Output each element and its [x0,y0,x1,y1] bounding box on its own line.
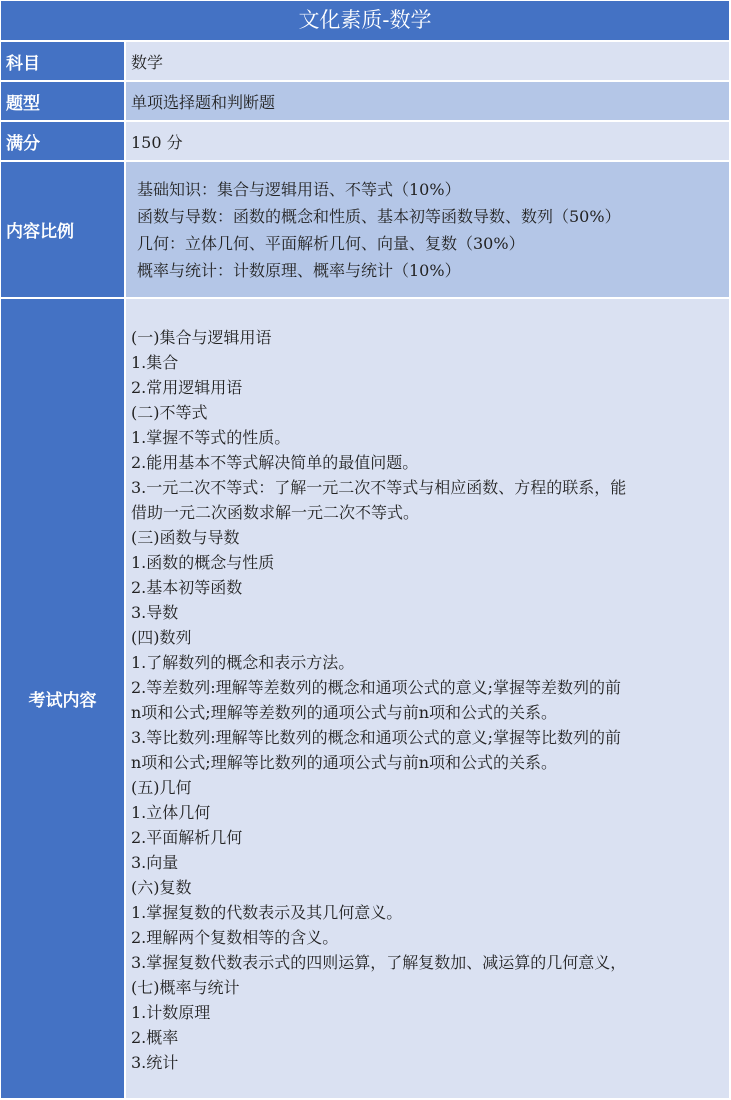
content-line: (五)几何 [131,778,192,797]
content-line: 3.等比数列:理解等比数列的概念和通项公式的意义;掌握等比数列的前 [131,728,622,747]
content-line: 1.了解数列的概念和表示方法。 [131,653,355,672]
content-line: 1.掌握复数的代数表示及其几何意义。 [131,903,403,922]
content-line: (二)不等式 [131,403,208,422]
content-line: 3.一元二次不等式：了解一元二次不等式与相应函数、方程的联系，能 [131,478,627,497]
content-line: 2.平面解析几何 [131,828,243,847]
content-line: 借助一元二次函数求解一元二次不等式。 [131,503,420,522]
content-line: 2.等差数列:理解等差数列的概念和通项公式的意义;掌握等差数列的前 [131,678,622,697]
row-exam-content [1,299,729,1098]
table-title: 文化素质-数学 [1,1,729,40]
row-label: 科目 [1,42,124,80]
content-line: 3.统计 [131,1053,179,1072]
ratio-lines [126,162,729,297]
exam-content-lines [126,299,729,1098]
content-line: 2.基本初等函数 [131,578,243,597]
content-line: 3.导数 [131,603,179,622]
content-line: (一)集合与逻辑用语 [131,328,272,347]
row-value: 单项选择题和判断题 [126,82,729,120]
content-line: 1.计数原理 [131,1003,211,1022]
row-label: 内容比例 [1,162,124,297]
content-line: 2.概率 [131,1028,179,1047]
row-full-score [1,122,729,160]
content-line: 2.理解两个复数相等的含义。 [131,928,339,947]
content-line: n项和公式;理解等差数列的通项公式与前n项和公式的关系。 [131,703,558,722]
row-question-type [1,82,729,120]
content-line: n项和公式;理解等比数列的通项公式与前n项和公式的关系。 [131,753,558,772]
row-label: 考试内容 [1,299,124,1098]
row-label: 满分 [1,122,124,160]
content-line: (七)概率与统计 [131,978,240,997]
content-line: (三)函数与导数 [131,528,240,547]
content-line: 2.能用基本不等式解决简单的最值问题。 [131,453,419,472]
row-subject [1,42,729,80]
row-value: 150 分 [126,122,729,160]
row-label: 题型 [1,82,124,120]
content-line: (四)数列 [131,628,192,647]
content-line: 基础知识：集合与逻辑用语、不等式（10%） [137,179,461,199]
row-content-ratio [1,162,729,297]
content-line: 函数与导数：函数的概念和性质、基本初等函数导数、数列（50%） [137,206,621,226]
content-line: 3.掌握复数代数表示式的四则运算，了解复数加、减运算的几何意义， [131,953,627,972]
row-value: 数学 [126,42,729,80]
content-line: 1.立体几何 [131,803,211,822]
content-line: 3.向量 [131,853,179,872]
content-line: (六)复数 [131,878,192,897]
content-line: 1.集合 [131,353,179,372]
content-line: 1.掌握不等式的性质。 [131,428,291,447]
content-line: 2.常用逻辑用语 [131,378,243,397]
content-line: 概率与统计：计数原理、概率与统计（10%） [137,260,461,280]
content-line: 1.函数的概念与性质 [131,553,275,572]
content-line: 几何：立体几何、平面解析几何、向量、复数（30%） [137,233,525,253]
